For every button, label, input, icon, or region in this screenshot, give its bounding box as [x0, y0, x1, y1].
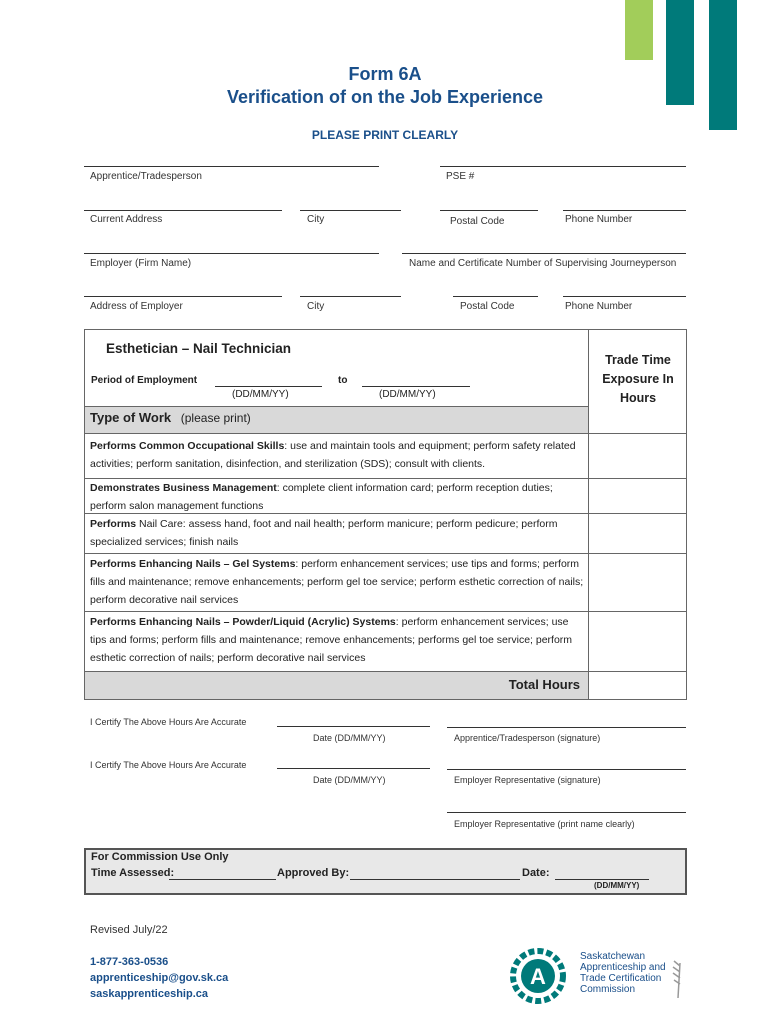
city-label-2: City: [307, 301, 325, 312]
commission-date-label: Date:: [522, 867, 550, 879]
phone-number[interactable]: 1-877-363-0536: [90, 956, 169, 968]
postal-code-line-1[interactable]: [440, 210, 538, 211]
period-start-line[interactable]: [215, 386, 322, 387]
task-row-5-desc: : perform enhancement services; use tips and forms; perform fills and maintenance; remove enhancements; performs gel toe service; perform esthetic correction of nails; perform decorative nail services: [90, 616, 573, 664]
period-end-line[interactable]: [362, 386, 470, 387]
pse-label: PSE #: [446, 171, 475, 182]
task-row-4-desc: : perform enhancement services; use tips and forms; perform fills and maintenance; remove enhancements; perform gel toe service; perform esthetic correction of nails; perform decorative nail services: [90, 558, 584, 606]
time-assessed-line[interactable]: [169, 879, 276, 880]
commission-date-format: (DD/MM/YY): [594, 881, 640, 890]
task-row-1-title: Performs Common Occupational Skills: [90, 440, 285, 452]
period-to: to: [338, 375, 348, 386]
apprentice-line[interactable]: [84, 166, 379, 167]
decor-bar-lime: [625, 0, 653, 60]
table-rule-1: [84, 406, 588, 407]
address-employer-label: Address of Employer: [90, 301, 183, 312]
task-row-5-title: Performs Enhancing Nails – Powder/Liquid (Acrylic) Systems: [90, 616, 396, 628]
employer-label: Employer (Firm Name): [90, 258, 192, 269]
logo-letter: A: [530, 964, 546, 989]
certify-date-line-2[interactable]: [277, 768, 430, 769]
task-row-2-desc: : complete client information card; perform reception duties; perform salon management functions: [90, 482, 553, 512]
certify-date-label-2: Date (DD/MM/YY): [313, 775, 386, 785]
please-print-note: (please print): [180, 411, 251, 425]
logo-line-1: Saskatchewan: [580, 951, 646, 962]
task-row-3-title: Performs: [90, 518, 137, 530]
period-start-format: (DD/MM/YY): [232, 389, 289, 400]
time-assessed-label: Time Assessed:: [91, 867, 175, 879]
task-row-3: [90, 515, 584, 551]
commission-logo: [508, 948, 688, 1004]
apprentice-signature-line[interactable]: [447, 727, 686, 728]
apprentice-label: Apprentice/Tradesperson: [90, 171, 202, 182]
employer-line[interactable]: [84, 253, 379, 254]
task-row-2-title: Demonstrates Business Management: [90, 482, 277, 494]
type-of-work-label: [90, 410, 251, 425]
wheat-icon: [668, 958, 688, 998]
pse-line[interactable]: [440, 166, 686, 167]
phone-label-1: Phone Number: [565, 214, 633, 225]
journeyperson-line[interactable]: [402, 253, 686, 254]
hours-cell-4[interactable]: [589, 554, 686, 611]
trade-time-header: Trade Time Exposure In Hours: [602, 353, 674, 405]
task-row-1-desc: : use and maintain tools and equipment; perform safety related activities; perform sanitation, disinfection, and sterilization (SDS); consult with clients.: [90, 440, 576, 470]
logo-line-2: Apprenticeship and: [580, 962, 666, 973]
task-row-4-title: Performs Enhancing Nails – Gel Systems: [90, 558, 296, 570]
phone-line-2[interactable]: [563, 296, 686, 297]
email-link[interactable]: apprenticeship@gov.sk.ca: [90, 972, 229, 984]
commission-date-line[interactable]: [555, 879, 649, 880]
print-instruction: PLEASE PRINT CLEARLY: [311, 128, 459, 142]
employer-signature-label: Employer Representative (signature): [454, 775, 601, 785]
certify-statement-1: I Certify The Above Hours Are Accurate: [90, 717, 247, 727]
employer-print-line[interactable]: [447, 812, 686, 813]
hours-cell-2[interactable]: [589, 479, 686, 513]
website-link[interactable]: saskapprenticeship.ca: [90, 988, 209, 1000]
task-row-1: [90, 437, 584, 473]
postal-code-label-2: Postal Code: [460, 301, 515, 312]
city-line-2[interactable]: [300, 296, 401, 297]
logo-mark-icon: [508, 948, 574, 1004]
phone-label-2: Phone Number: [565, 301, 633, 312]
task-row-5: [90, 613, 584, 667]
phone-line-1[interactable]: [563, 210, 686, 211]
postal-code-line-2[interactable]: [453, 296, 538, 297]
period-label: Period of Employment: [91, 375, 198, 386]
commission-title: For Commission Use Only: [91, 851, 229, 863]
approved-by-line[interactable]: [350, 879, 520, 880]
trade-name: Esthetician – Nail Technician: [106, 341, 292, 356]
type-of-work-title: Type of Work: [90, 410, 172, 425]
employer-signature-line[interactable]: [447, 769, 686, 770]
hours-cell-5[interactable]: [589, 612, 686, 671]
task-row-2: [90, 479, 584, 515]
current-address-line[interactable]: [84, 210, 282, 211]
logo-line-4: Commission: [580, 984, 636, 995]
task-row-3-desc: Nail Care: assess hand, foot and nail health; perform manicure; perform pedicure; perform specialized services; finish nails: [90, 518, 558, 548]
certify-statement-2: I Certify The Above Hours Are Accurate: [90, 760, 247, 770]
total-hours-cell[interactable]: [589, 672, 686, 699]
certify-date-line-1[interactable]: [277, 726, 430, 727]
postal-code-label-1: Postal Code: [450, 216, 505, 227]
form-number: Form 6A: [348, 64, 422, 84]
period-end-format: (DD/MM/YY): [379, 389, 436, 400]
task-row-4: [90, 555, 584, 609]
employer-print-label: Employer Representative (print name clearly): [454, 819, 635, 829]
form-title: Verification of on the Job Experience: [226, 87, 544, 107]
address-employer-line[interactable]: [84, 296, 282, 297]
approved-by-label: Approved By:: [277, 867, 350, 879]
logo-line-3: Trade Certification: [580, 973, 662, 984]
hours-cell-3[interactable]: [589, 514, 686, 553]
current-address-label: Current Address: [90, 214, 163, 225]
city-label-1: City: [307, 214, 325, 225]
city-line-1[interactable]: [300, 210, 401, 211]
certify-date-label-1: Date (DD/MM/YY): [313, 733, 386, 743]
hours-cell-1[interactable]: [589, 434, 686, 478]
revised-date: Revised July/22: [90, 924, 168, 936]
journeyperson-label: Name and Certificate Number of Supervising Journeyperson: [409, 258, 677, 269]
apprentice-signature-label: Apprentice/Tradesperson (signature): [454, 733, 601, 743]
total-hours-label: Total Hours: [508, 677, 580, 692]
